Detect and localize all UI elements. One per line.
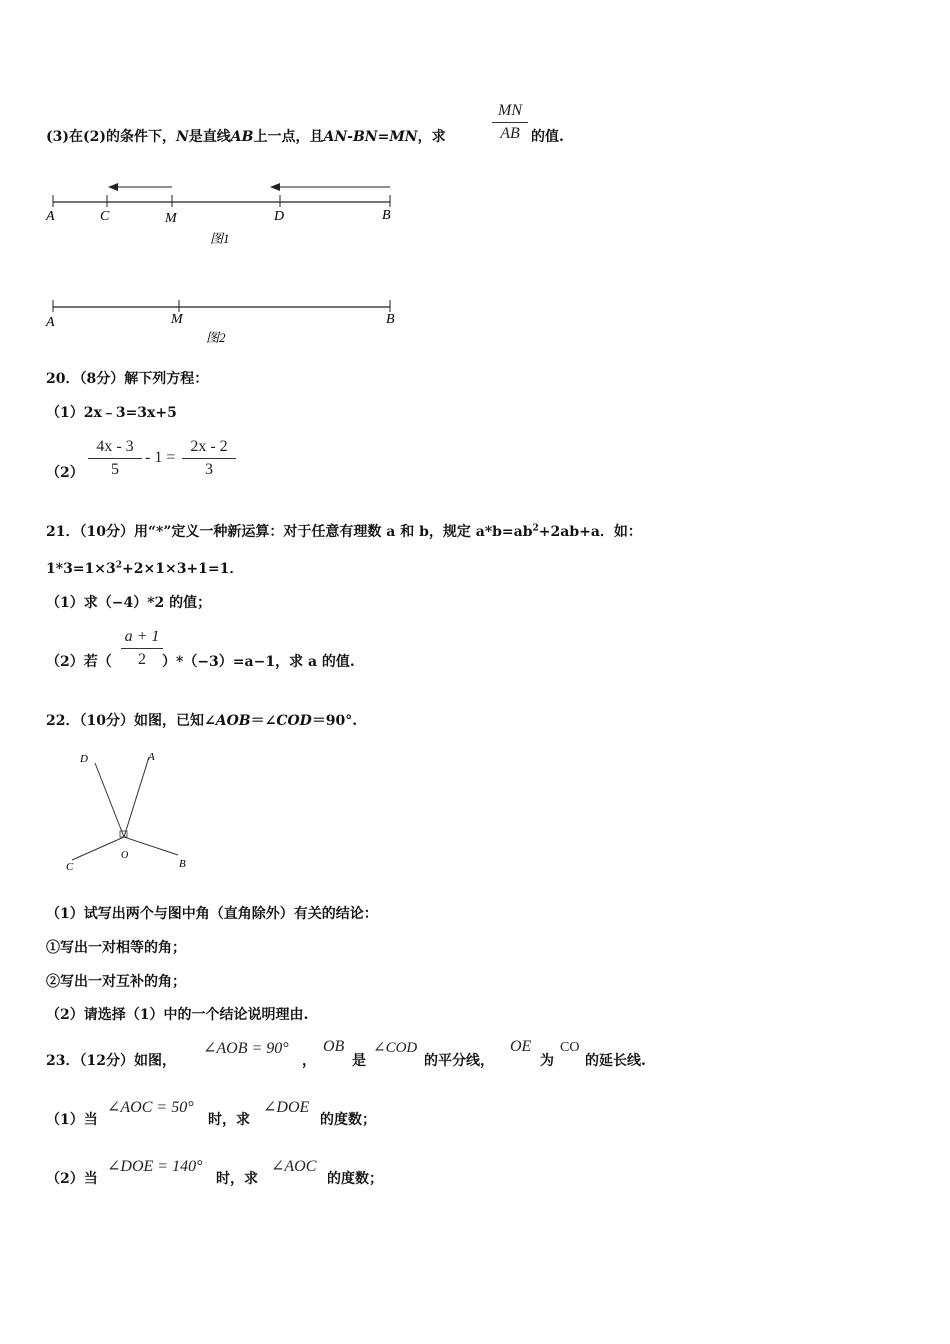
q22-angle-cod: COD <box>276 713 312 729</box>
q23-wei: 为 <box>540 1053 554 1069</box>
fig1-label-c: C <box>100 209 110 224</box>
q21-frac-den: 2 <box>138 651 146 668</box>
frac-bar <box>88 458 142 459</box>
fig1-label-m: M <box>165 211 177 226</box>
q23-angle-aob-90: ∠AOB = 90° <box>203 1040 289 1057</box>
q20-right-den: 3 <box>205 461 213 478</box>
q19-text: 是直线 <box>188 129 231 145</box>
fig-label-d: D <box>80 753 88 765</box>
q23-part1-end: 的度数； <box>320 1112 376 1128</box>
q23-oe: OE <box>510 1038 532 1055</box>
q23-bisector-text: 的平分线， <box>424 1053 494 1069</box>
frac-bar <box>182 458 236 459</box>
q19-text2: 上一点，且 <box>253 129 324 145</box>
fig2-caption: 图2 <box>206 330 226 345</box>
q22-angle-aob: AOB <box>215 713 251 729</box>
q22-title-mid: ＝∠ <box>250 713 277 729</box>
q19-equation: AN-BN=MN <box>323 129 418 145</box>
fig1-arrowhead-1 <box>108 183 118 191</box>
fig2-label-a: A <box>46 315 55 330</box>
q20-minus-one-equals: - 1 = <box>145 449 176 466</box>
q22-sub3: ②写出一对互补的角； <box>46 974 186 990</box>
fig-label-b: B <box>179 858 186 870</box>
q21-title-b: +2ab+a．如： <box>538 524 642 540</box>
q20-right-num: 2x - 2 <box>190 438 228 455</box>
q23-part2-mid: 时，求 <box>216 1171 258 1187</box>
q22-title-b: ＝90°. <box>311 713 358 729</box>
q20-title: 20．（8分）解下列方程： <box>46 371 209 387</box>
q19-suffix <box>531 128 564 146</box>
q19-var-ab: AB <box>230 129 254 145</box>
q19-part3-line <box>46 128 446 146</box>
q21-part2-label: （2）若（ <box>46 654 112 670</box>
q23-title: 23．（12分）如图， <box>46 1053 176 1069</box>
figure-2 <box>40 290 410 350</box>
q23-comma: ， <box>302 1053 316 1069</box>
q20-part1 <box>46 404 177 422</box>
q20-left-num: 4x - 3 <box>96 438 134 455</box>
ray-ob <box>124 837 178 855</box>
q23-angle-doe-140: ∠DOE = 140° <box>107 1158 203 1175</box>
q19-frac-den: AB <box>500 125 520 142</box>
fig2-label-m: M <box>171 312 183 327</box>
q23-part1-label: （1）当 <box>46 1112 98 1128</box>
q22-title-a: 22．（10分）如图，已知∠ <box>46 713 216 729</box>
fig1-arrowhead-2 <box>270 183 280 191</box>
ray-od <box>95 763 124 837</box>
q19-fraction <box>492 101 528 144</box>
q21-fraction <box>121 627 163 670</box>
fig1-label-a: A <box>46 209 55 224</box>
q19-frac-num: MN <box>498 102 522 119</box>
q19-text3: ，求 <box>417 129 446 145</box>
q21-example-a: 1*3=1×3 <box>46 561 116 577</box>
fig-label-a: A <box>148 751 155 763</box>
q22-title <box>46 712 357 730</box>
q20-left-fraction <box>88 437 142 480</box>
q23-shi: 是 <box>352 1053 366 1069</box>
q22-sub1: （1）试写出两个与图中角（直角除外）有关的结论： <box>46 906 378 922</box>
q23-extension-text: 的延长线. <box>585 1053 646 1069</box>
q21-example-b: +2×1×3+1=1． <box>122 561 244 577</box>
q20-part2-label: （2） <box>46 465 84 481</box>
fig1-label-d: D <box>274 209 285 224</box>
q22-sub4: （2）请选择（1）中的一个结论说明理由. <box>46 1007 309 1023</box>
q19-suffix-text: 的值. <box>531 129 564 145</box>
frac-bar <box>121 648 163 649</box>
q20-right-fraction <box>182 437 236 480</box>
q23-co: CO <box>560 1040 580 1055</box>
q21-frac-num: a + 1 <box>124 628 160 645</box>
q23-part2-label: （2）当 <box>46 1171 98 1187</box>
fig1-label-b: B <box>382 208 391 223</box>
q23-ob: OB <box>323 1038 345 1055</box>
fig-label-o: O <box>121 850 129 861</box>
ray-oc <box>72 837 124 860</box>
q23-angle-aoc-50: ∠AOC = 50° <box>107 1099 194 1116</box>
q20-left-den: 5 <box>111 461 119 478</box>
fig1-caption: 图1 <box>210 231 230 246</box>
q22-figure <box>60 745 210 880</box>
q22-sub2: ①写出一对相等的角； <box>46 940 186 956</box>
q21-part2-rest: ）*（−3）=a−1，求 a 的值. <box>162 654 355 670</box>
q21-example <box>46 560 243 578</box>
fig-label-c: C <box>66 861 74 873</box>
q21-title-sup: 2 <box>532 523 539 534</box>
q19-part3-prefix: (3)在(2)的条件下， <box>46 129 176 145</box>
q21-title-a: 21．（10分）用“*”定义一种新运算：对于任意有理数 a 和 b，规定 a*b=ab <box>46 524 533 540</box>
q21-title <box>46 523 642 541</box>
q23-part1-mid: 时，求 <box>208 1112 250 1128</box>
q21-part1: （1）求（−4）*2 的值； <box>46 595 212 611</box>
q23-angle-doe: ∠DOE <box>263 1099 310 1116</box>
figure-1 <box>40 175 410 255</box>
frac-bar <box>492 122 528 123</box>
ray-oa <box>124 757 149 837</box>
q20-part1-equation: 2x﹣3=3x+5 <box>83 405 177 421</box>
q21-example-sup: 2 <box>115 560 123 571</box>
fig2-label-b: B <box>386 312 395 327</box>
q23-angle-cod: ∠COD <box>373 1040 418 1056</box>
q19-var-n: N <box>175 129 189 145</box>
q20-part1-label: （1） <box>46 405 84 421</box>
q23-angle-aoc: ∠AOC <box>271 1158 317 1175</box>
q23-part2-end: 的度数； <box>327 1171 383 1187</box>
